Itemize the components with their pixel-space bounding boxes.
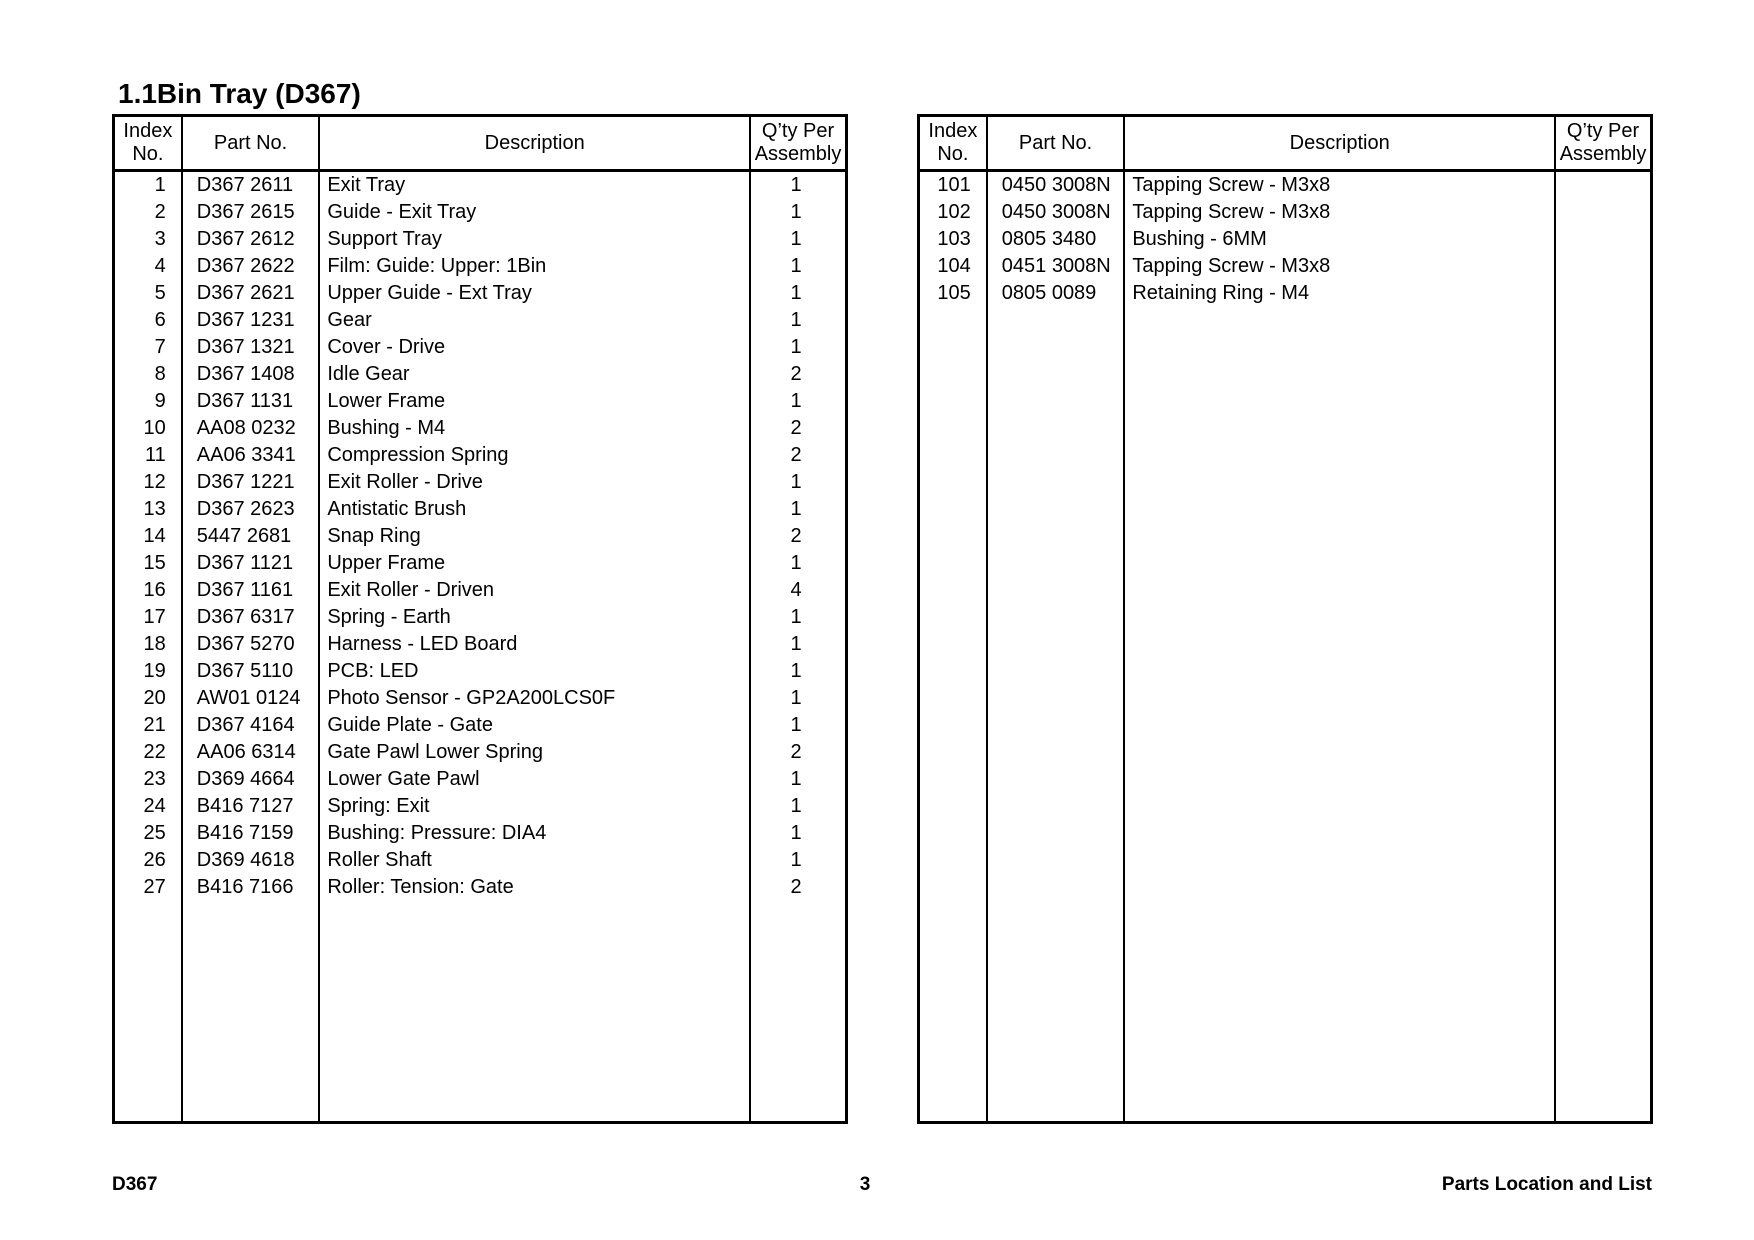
- qty-header: Q’ty Per Assembly: [1555, 116, 1651, 171]
- qty-cell: [1555, 280, 1651, 307]
- parts-table-right: [917, 114, 1653, 1124]
- part-no-cell: D367 1231: [182, 307, 320, 334]
- index-cell: 19: [114, 658, 182, 685]
- qty-cell: 1: [790, 174, 802, 196]
- part-no-cell: B416 7127: [182, 793, 320, 820]
- index-cell: 12: [114, 469, 182, 496]
- qty-cell: 1: [790, 390, 802, 412]
- table-row: [114, 253, 847, 280]
- empty-cell: [319, 901, 750, 1123]
- description-cell: Tapping Screw - M3x8: [1124, 171, 1555, 200]
- qty-cell: 1: [790, 660, 802, 682]
- footer-model: D367: [112, 1174, 158, 1195]
- qty-cell: 2: [790, 525, 802, 547]
- part-no-cell: B416 7166: [182, 874, 320, 901]
- empty-cell: [987, 307, 1125, 1123]
- index-cell: 5: [114, 280, 182, 307]
- table-row: [114, 604, 847, 631]
- qty-cell: 1: [790, 282, 802, 304]
- page-title: 1.1Bin Tray (D367): [118, 78, 361, 109]
- table-row: [919, 171, 1652, 200]
- description-cell: Upper Guide - Ext Tray: [319, 280, 750, 307]
- part-no-cell: 0450 3008N: [987, 171, 1125, 200]
- index-cell: 17: [114, 604, 182, 631]
- table-row: [114, 712, 847, 739]
- table-row: [114, 171, 847, 200]
- table-row: [114, 793, 847, 820]
- part-no-cell: 0451 3008N: [987, 253, 1125, 280]
- description-header: Description: [1124, 116, 1555, 171]
- qty-header: Q’ty Per Assembly: [750, 116, 846, 171]
- table-row: [114, 442, 847, 469]
- table-row: [114, 334, 847, 361]
- description-cell: Support Tray: [319, 226, 750, 253]
- description-cell: Bushing - 6MM: [1124, 226, 1555, 253]
- part-no-cell: D367 5110: [182, 658, 320, 685]
- part-no-cell: D369 4618: [182, 847, 320, 874]
- description-cell: Roller: Tension: Gate: [319, 874, 750, 901]
- empty-cell: [919, 307, 987, 1123]
- qty-cell: 1: [790, 471, 802, 493]
- qty-cell: 1: [790, 336, 802, 358]
- description-cell: Film: Guide: Upper: 1Bin: [319, 253, 750, 280]
- part-no-cell: 5447 2681: [182, 523, 320, 550]
- table-row: [114, 685, 847, 712]
- index-cell: 4: [114, 253, 182, 280]
- index-cell: 2: [114, 199, 182, 226]
- table-row: [114, 415, 847, 442]
- qty-cell: 2: [790, 876, 802, 898]
- part-no-header: Part No.: [987, 116, 1125, 171]
- index-cell: 20: [114, 685, 182, 712]
- index-cell: 15: [114, 550, 182, 577]
- description-cell: Exit Roller - Drive: [319, 469, 750, 496]
- part-no-cell: 0805 3480: [987, 226, 1125, 253]
- part-no-cell: D367 6317: [182, 604, 320, 631]
- index-cell: 102: [919, 199, 987, 226]
- qty-cell: 2: [790, 363, 802, 385]
- qty-cell: 1: [790, 498, 802, 520]
- description-cell: Lower Frame: [319, 388, 750, 415]
- index-cell: 22: [114, 739, 182, 766]
- qty-cell: [1555, 199, 1651, 226]
- part-no-cell: D367 2615: [182, 199, 320, 226]
- description-cell: Bushing: Pressure: DIA4: [319, 820, 750, 847]
- part-no-cell: AA06 3341: [182, 442, 320, 469]
- table-row: [919, 226, 1652, 253]
- description-header: Description: [319, 116, 750, 171]
- description-cell: Compression Spring: [319, 442, 750, 469]
- qty-cell: 2: [790, 741, 802, 763]
- index-cell: 24: [114, 793, 182, 820]
- qty-cell: 1: [790, 201, 802, 223]
- table-row: [114, 523, 847, 550]
- table-filler-row: [114, 901, 847, 1123]
- description-cell: Exit Roller - Driven: [319, 577, 750, 604]
- part-no-cell: D369 4664: [182, 766, 320, 793]
- description-cell: Roller Shaft: [319, 847, 750, 874]
- description-cell: Spring - Earth: [319, 604, 750, 631]
- part-no-cell: D367 2621: [182, 280, 320, 307]
- description-cell: Bushing - M4: [319, 415, 750, 442]
- empty-cell: [1555, 307, 1651, 1123]
- description-cell: Photo Sensor - GP2A200LCS0F: [319, 685, 750, 712]
- table-row: [114, 280, 847, 307]
- empty-cell: [114, 901, 182, 1123]
- part-no-cell: D367 4164: [182, 712, 320, 739]
- table-row: [114, 847, 847, 874]
- part-no-cell: AA06 6314: [182, 739, 320, 766]
- table-row: [114, 307, 847, 334]
- table-row: [919, 199, 1652, 226]
- part-no-cell: D367 2622: [182, 253, 320, 280]
- index-cell: 1: [114, 171, 182, 200]
- qty-cell: 4: [790, 579, 802, 601]
- parts-table-left-body: [114, 171, 847, 1123]
- table-row: [114, 361, 847, 388]
- index-cell: 13: [114, 496, 182, 523]
- description-cell: Gear: [319, 307, 750, 334]
- table-row: [114, 496, 847, 523]
- qty-cell: [1555, 226, 1651, 253]
- part-no-cell: D367 1131: [182, 388, 320, 415]
- description-cell: Retaining Ring - M4: [1124, 280, 1555, 307]
- index-cell: 3: [114, 226, 182, 253]
- empty-cell: [182, 901, 320, 1123]
- index-cell: 11: [114, 442, 182, 469]
- table-header-row: [919, 116, 1652, 171]
- index-cell: 6: [114, 307, 182, 334]
- table-row: [114, 820, 847, 847]
- index-cell: 8: [114, 361, 182, 388]
- qty-cell: 1: [790, 255, 802, 277]
- qty-cell: 1: [790, 822, 802, 844]
- index-cell: 26: [114, 847, 182, 874]
- table-row: [114, 226, 847, 253]
- table-row: [114, 388, 847, 415]
- index-cell: 9: [114, 388, 182, 415]
- description-cell: PCB: LED: [319, 658, 750, 685]
- part-no-cell: D367 1161: [182, 577, 320, 604]
- part-no-header: Part No.: [182, 116, 320, 171]
- index-header: Index No.: [919, 116, 987, 171]
- part-no-cell: D367 1121: [182, 550, 320, 577]
- index-cell: 14: [114, 523, 182, 550]
- part-no-cell: D367 1221: [182, 469, 320, 496]
- table-row: [114, 739, 847, 766]
- index-cell: 16: [114, 577, 182, 604]
- part-no-cell: D367 1321: [182, 334, 320, 361]
- description-cell: Cover - Drive: [319, 334, 750, 361]
- qty-cell: 1: [790, 687, 802, 709]
- part-no-cell: 0805 0089: [987, 280, 1125, 307]
- description-cell: Tapping Screw - M3x8: [1124, 253, 1555, 280]
- index-cell: 7: [114, 334, 182, 361]
- qty-cell: 1: [790, 714, 802, 736]
- table-row: [114, 577, 847, 604]
- qty-cell: 1: [790, 768, 802, 790]
- part-no-cell: D367 5270: [182, 631, 320, 658]
- qty-cell: 2: [790, 417, 802, 439]
- part-no-cell: D367 1408: [182, 361, 320, 388]
- description-cell: Guide Plate - Gate: [319, 712, 750, 739]
- description-cell: Upper Frame: [319, 550, 750, 577]
- description-cell: Snap Ring: [319, 523, 750, 550]
- table-row: [114, 766, 847, 793]
- description-cell: Gate Pawl Lower Spring: [319, 739, 750, 766]
- index-cell: 21: [114, 712, 182, 739]
- qty-cell: 1: [790, 309, 802, 331]
- empty-cell: [750, 901, 846, 1123]
- empty-cell: [1124, 307, 1555, 1123]
- index-header: Index No.: [114, 116, 182, 171]
- table-row: [919, 253, 1652, 280]
- footer-page-number: 3: [859, 1174, 871, 1195]
- index-cell: 105: [919, 280, 987, 307]
- index-cell: 25: [114, 820, 182, 847]
- parts-table-left: [112, 114, 848, 1124]
- table-row: [114, 631, 847, 658]
- description-cell: Guide - Exit Tray: [319, 199, 750, 226]
- table-row: [919, 280, 1652, 307]
- qty-cell: 1: [790, 849, 802, 871]
- index-cell: 23: [114, 766, 182, 793]
- qty-cell: 1: [790, 228, 802, 250]
- qty-cell: 1: [790, 552, 802, 574]
- index-cell: 27: [114, 874, 182, 901]
- index-cell: 18: [114, 631, 182, 658]
- table-row: [114, 874, 847, 901]
- part-no-cell: D367 2623: [182, 496, 320, 523]
- index-cell: 10: [114, 415, 182, 442]
- description-cell: Exit Tray: [319, 171, 750, 200]
- qty-cell: 1: [790, 606, 802, 628]
- table-row: [114, 199, 847, 226]
- description-cell: Antistatic Brush: [319, 496, 750, 523]
- qty-cell: 2: [790, 444, 802, 466]
- description-cell: Spring: Exit: [319, 793, 750, 820]
- qty-cell: [1555, 253, 1651, 280]
- description-cell: Idle Gear: [319, 361, 750, 388]
- qty-cell: [1555, 171, 1651, 200]
- table-filler-row: [919, 307, 1652, 1123]
- table-header-row: [114, 116, 847, 171]
- table-row: [114, 469, 847, 496]
- part-no-cell: 0450 3008N: [987, 199, 1125, 226]
- qty-cell: 1: [790, 795, 802, 817]
- footer-section-title: Parts Location and List: [1441, 1174, 1652, 1195]
- index-cell: 103: [919, 226, 987, 253]
- part-no-cell: D367 2611: [182, 171, 320, 200]
- qty-cell: 1: [790, 633, 802, 655]
- index-cell: 101: [919, 171, 987, 200]
- index-cell: 104: [919, 253, 987, 280]
- description-cell: Lower Gate Pawl: [319, 766, 750, 793]
- table-row: [114, 550, 847, 577]
- part-no-cell: B416 7159: [182, 820, 320, 847]
- description-cell: Harness - LED Board: [319, 631, 750, 658]
- description-cell: Tapping Screw - M3x8: [1124, 199, 1555, 226]
- part-no-cell: D367 2612: [182, 226, 320, 253]
- table-row: [114, 658, 847, 685]
- part-no-cell: AA08 0232: [182, 415, 320, 442]
- parts-table-right-body: [919, 171, 1652, 1123]
- part-no-cell: AW01 0124: [182, 685, 320, 712]
